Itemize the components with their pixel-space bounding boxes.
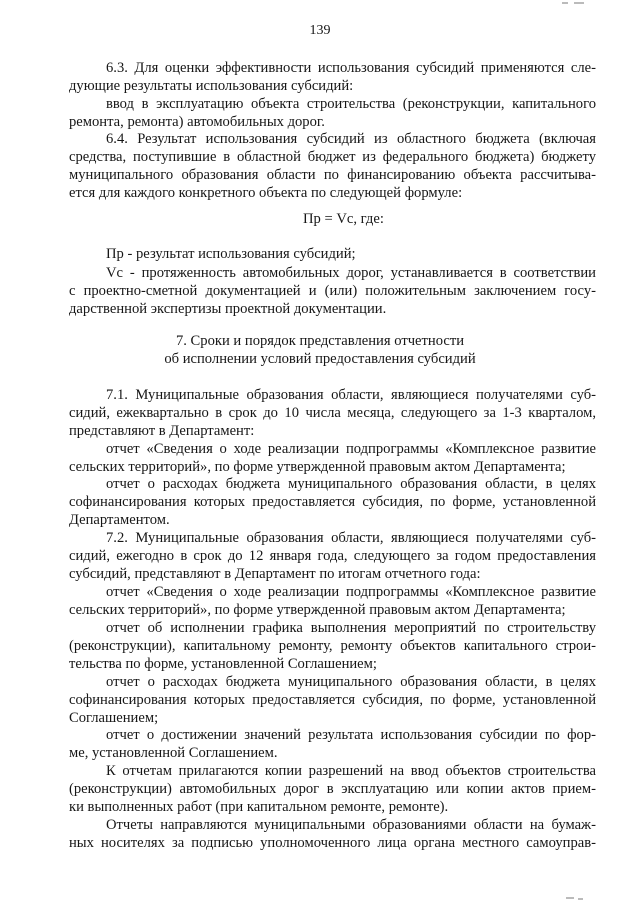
- report-item-line: тельства по форме, установленной Соглашением;: [69, 656, 377, 672]
- page-number: 139: [309, 23, 331, 38]
- paragraph-6-3-line: дующие результаты использования субсидий:: [69, 78, 354, 94]
- paragraph-6-4-line: средства, поступившие в областной бюджет из федерального бюджета) бюджету: [69, 149, 596, 165]
- paragraph-7-2-line: субсидий, представляют в Департамент по итогам отчетного года:: [69, 566, 481, 582]
- definition-vc-line: с проектно-сметной документацией и (или) положительным заключением госу-: [69, 283, 596, 299]
- report-item-line: сельских территорий», по форме утвержденной правовым актом Департамента;: [69, 602, 566, 618]
- list-item-line: ремонта, ремонта) автомобильных дорог.: [69, 114, 325, 130]
- paragraph-copies-line: (реконструкции) автомобильных дорог в эксплуатацию или копии актов прием-: [69, 781, 596, 797]
- paragraph-7-1-line: сидий, ежеквартально в срок до 10 числа месяца, следующего за 1-3 кварталом,: [69, 405, 596, 421]
- report-item-line: отчет об исполнении графика выполнения мероприятий по строительству: [106, 620, 596, 636]
- list-item-line: ввод в эксплуатацию объекта строительства (реконструкции, капитального: [106, 96, 596, 112]
- section-heading: об исполнении условий предоставления субсидий: [164, 351, 476, 367]
- paragraph-copies-line: К отчетам прилагаются копии разрешений на ввод объектов строительства: [106, 763, 596, 779]
- scan-artifact: [566, 897, 574, 899]
- paragraph-sent-line: ных носителях за подписью уполномоченного лица органа местного самоуправ-: [69, 835, 596, 851]
- paragraph-6-4-line: 6.4. Результат использования субсидий из областного бюджета (включая: [106, 131, 596, 147]
- paragraph-6-3-line: 6.3. Для оценки эффективности использования субсидий применяются сле-: [106, 60, 596, 76]
- definition-pr: Пр - результат использования субсидий;: [106, 246, 356, 262]
- report-item-line: отчет о расходах бюджета муниципального образования области, в целях: [106, 476, 596, 492]
- scan-artifact: [562, 2, 568, 4]
- report-item-line: ме, установленной Соглашением.: [69, 745, 278, 761]
- report-item-line: сельских территорий», по форме утвержденной правовым актом Департамента;: [69, 459, 566, 475]
- report-item-line: софинансирования которых предоставляется субсидия, по форме, установленной: [69, 692, 596, 708]
- report-item-line: (реконструкции), капитальному ремонту, ремонту объектов капитального строи-: [69, 638, 596, 654]
- report-item-line: отчет «Сведения о ходе реализации подпрограммы «Комплексное развитие: [106, 441, 596, 457]
- report-item-line: Департаментом.: [69, 512, 170, 528]
- paragraph-6-4-line: муниципального образования области по финансированию объекта рассчитыва-: [69, 167, 596, 183]
- paragraph-6-4-line: ется для каждого конкретного объекта по следующей формуле:: [69, 185, 463, 201]
- paragraph-copies-line: ки выполненных работ (при капитальном ремонте, ремонте).: [69, 799, 449, 815]
- paragraph-sent-line: Отчеты направляются муниципальными образованиями области на бумаж-: [106, 817, 596, 833]
- scan-artifact: [574, 2, 584, 4]
- report-item-line: отчет о достижении значений результата использования субсидии по фор-: [106, 727, 596, 743]
- report-item-line: Соглашением;: [69, 710, 159, 726]
- report-item-line: софинансирования которых предоставляется субсидия, по форме, установленной: [69, 494, 596, 510]
- formula: Пр = Vс, где:: [303, 211, 384, 227]
- scan-artifact: [578, 898, 583, 900]
- paragraph-7-1-line: 7.1. Муниципальные образования области, являющиеся получателями суб-: [106, 387, 596, 403]
- definition-vc-line: дарственной экспертизы проектной документации.: [69, 301, 387, 317]
- paragraph-7-1-line: представляют в Департамент:: [69, 423, 255, 439]
- report-item-line: отчет «Сведения о ходе реализации подпрограммы «Комплексное развитие: [106, 584, 596, 600]
- report-item-line: отчет о расходах бюджета муниципального образования области, в целях: [106, 674, 596, 690]
- definition-vc-line: Vс - протяженность автомобильных дорог, устанавливается в соответствии: [106, 265, 596, 281]
- paragraph-7-2-line: 7.2. Муниципальные образования области, являющиеся получателями суб-: [106, 530, 596, 546]
- paragraph-7-2-line: сидий, ежегодно в срок до 12 января года, следующего за годом предоставления: [69, 548, 596, 564]
- section-heading: 7. Сроки и порядок представления отчетности: [175, 333, 465, 349]
